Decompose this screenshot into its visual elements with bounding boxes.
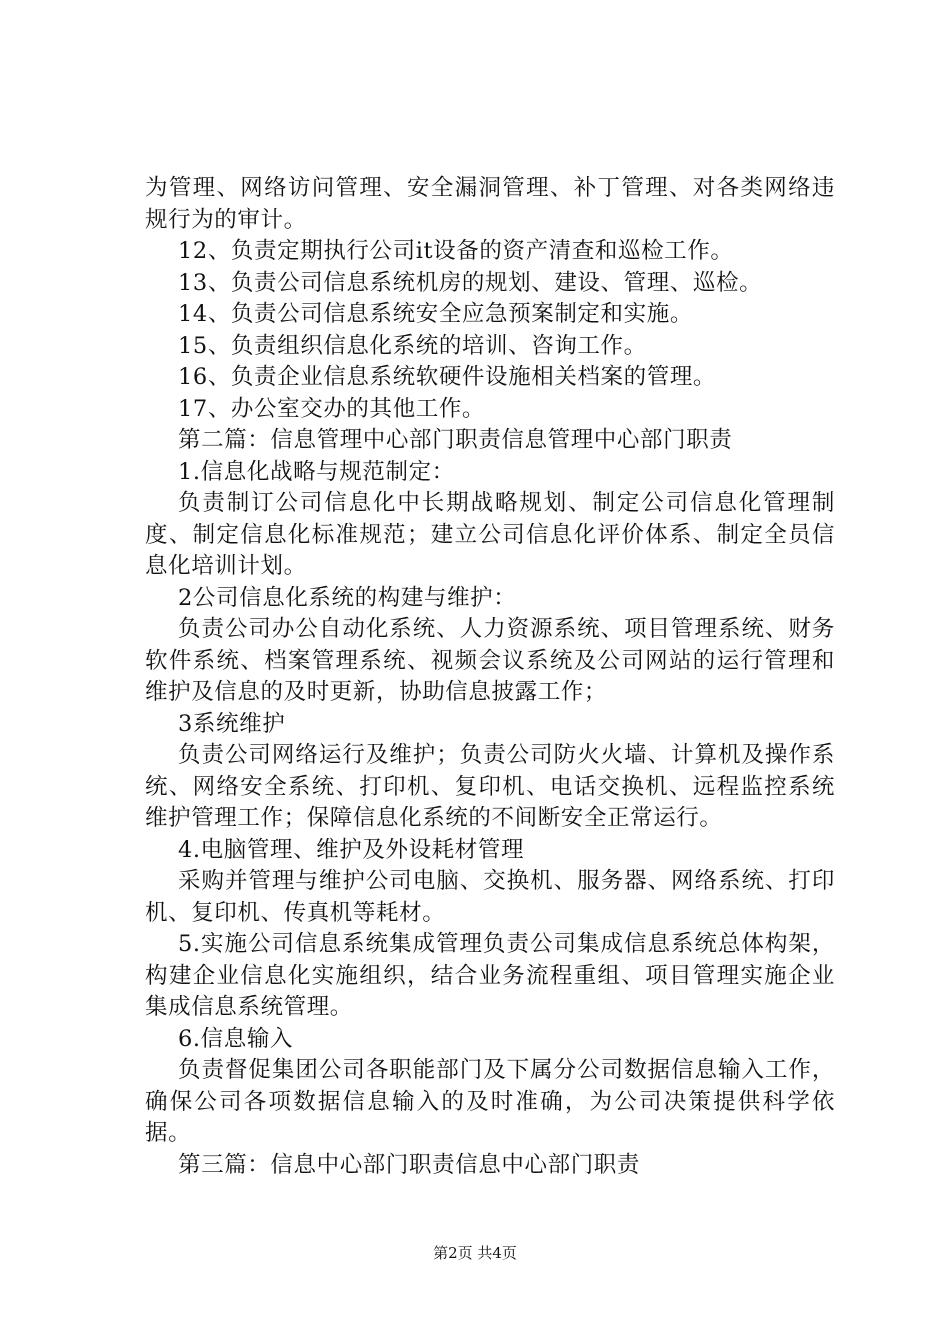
page-number-footer: 第2页 共4页 <box>433 1244 517 1262</box>
duty-item-14: 14、负责公司信息系统安全应急预案制定和实施。 <box>178 301 693 327</box>
paragraph-information-input: 负责督促集团公司各职能部门及下属分公司数据信息输入工作，确保公司各项数据信息输入的及时准确，为公司决策提供科学依据。 <box>145 1057 835 1146</box>
paragraph-system-maintenance: 负责公司网络运行及维护；负责公司防火火墙、计算机及操作系统、网络安全系统、打印机、复印机、电话交换机、远程监控系统维护管理工作；保障信息化系统的不间断安全正常运行。 <box>145 742 835 831</box>
subheading-system-maintenance: 3系统维护 <box>178 710 286 737</box>
paragraph-continuation: 为管理、网络访问管理、安全漏洞管理、补丁管理、对各类网络违规行为的审计。 <box>145 175 835 233</box>
paragraph-computer-management: 采购并管理与维护公司电脑、交换机、服务器、网络系统、打印机、复印机、传真机等耗材。 <box>145 868 835 926</box>
document-body <box>145 173 835 1181</box>
section-heading-part-two: 第二篇：信息管理中心部门职责信息管理中心部门职责 <box>178 427 733 453</box>
subheading-system-build: 2公司信息化系统的构建与维护： <box>178 584 517 611</box>
subheading-information-input: 6.信息输入 <box>178 1025 294 1052</box>
paragraph-strategy: 负责制订公司信息化中长期战略规划、制定公司信息化管理制度、制定信息化标准规范；建立公司信息化评价体系、制定全员信息化培训计划。 <box>145 490 835 579</box>
section-heading-part-three: 第三篇：信息中心部门职责信息中心部门职责 <box>178 1151 641 1178</box>
duty-item-13: 13、负责公司信息系统机房的规划、建设、管理、巡检。 <box>178 269 763 296</box>
subheading-strategy: 1.信息化战略与规范制定： <box>178 458 455 485</box>
duty-item-17: 17、办公室交办的其他工作。 <box>178 395 486 422</box>
subheading-computer-management: 4.电脑管理、维护及外设耗材管理 <box>178 836 525 863</box>
paragraph-system-integration: 5.实施公司信息系统集成管理负责公司集成信息系统总体构架，构建企业信息化实施组织，结合业务流程重组、项目管理实施企业集成信息系统管理。 <box>145 931 835 1020</box>
duty-item-16: 16、负责企业信息系统软硬件设施相关档案的管理。 <box>178 364 717 390</box>
duty-item-15: 15、负责组织信息化系统的培训、咨询工作。 <box>178 332 647 359</box>
paragraph-system-build: 负责公司办公自动化系统、人力资源系统、项目管理系统、财务软件系统、档案管理系统、视频会议系统及公司网站的运行管理和维护及信息的及时更新，协助信息披露工作； <box>145 616 835 705</box>
duty-item-12: 12、负责定期执行公司it设备的资产清查和巡检工作。 <box>178 238 734 264</box>
